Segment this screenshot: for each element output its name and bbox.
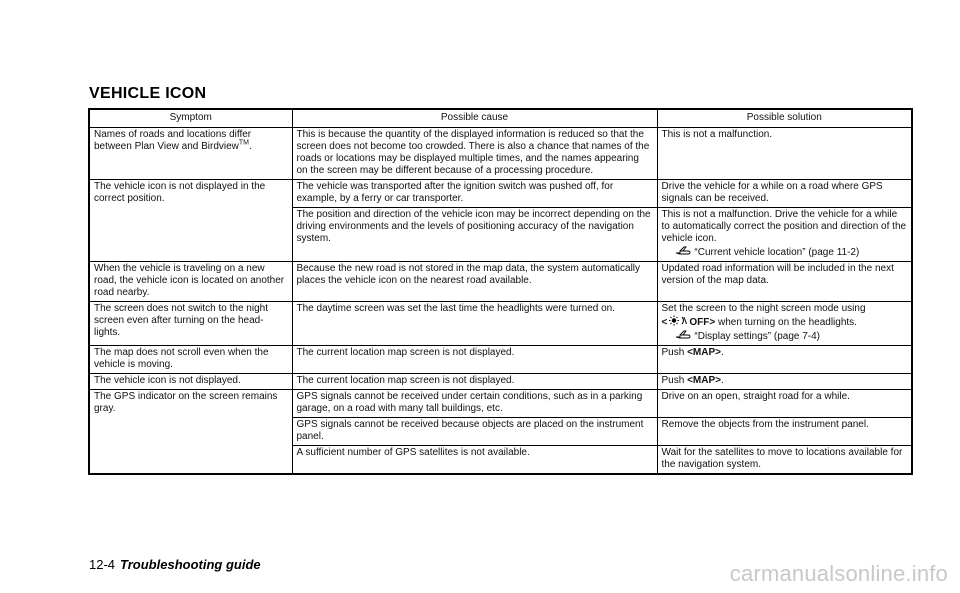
solution-text: Push	[661, 375, 685, 386]
solution-text: This is not a malfunction. Drive the vehicle for a while to automatically correct the position and direction of the vehicle icon.	[661, 209, 907, 244]
table-row	[89, 346, 912, 374]
troubleshooting-table	[88, 108, 913, 475]
page-footer	[89, 557, 261, 572]
table-row	[89, 262, 912, 302]
headlight-key-label: OFF>	[689, 317, 716, 328]
solution-end: .	[720, 375, 724, 386]
symptom-cell: When the vehicle is traveling on a new road, the vehicle icon is located on another road nearby.	[89, 262, 292, 302]
cause-cell: This is because the quantity of the displayed information is reduced so that the screen does not become too crowded. There is also a chance that names of the roads or locations may be displayed multiple times, and the names appearing on the screen may be different because of a processing procedure.	[292, 128, 657, 180]
cause-cell: GPS signals cannot be received because objects are placed on the instrument panel.	[292, 418, 657, 446]
header-possible-solution: Possible solution	[657, 109, 912, 128]
solution-cell: Drive on an open, straight road for a while.	[657, 390, 912, 418]
solution-cell	[657, 374, 912, 390]
table-row	[89, 374, 912, 390]
symptom-end: .	[249, 141, 252, 152]
solution-cell: Remove the objects from the instrument panel.	[657, 418, 912, 446]
solution-text: when turning on the headlights.	[717, 317, 857, 328]
solution-cell	[657, 346, 912, 374]
table-row	[89, 390, 912, 418]
symptom-text: Names of roads and locations differ between Plan View and Birdview	[94, 129, 252, 152]
table-row	[89, 180, 912, 208]
table-header-row	[89, 109, 912, 128]
header-possible-cause: Possible cause	[292, 109, 657, 128]
symptom-cell: The vehicle icon is not displayed.	[89, 374, 292, 390]
map-key: <MAP>	[687, 347, 721, 358]
cause-cell: GPS signals cannot be received under certain conditions, such as in a parking garage, on a road with many tall buildings, etc.	[292, 390, 657, 418]
cause-cell: A sufficient number of GPS satellites is not available.	[292, 446, 657, 475]
cause-cell: The current location map screen is not displayed.	[292, 346, 657, 374]
section-title: VEHICLE ICON	[89, 85, 207, 102]
table-row	[89, 302, 912, 346]
cause-cell: The daytime screen was set the last time the headlights were turned on.	[292, 302, 657, 346]
table-row	[89, 128, 912, 180]
solution-text: Set the screen to the night screen mode using	[661, 303, 866, 314]
symptom-cell: The GPS indicator on the screen remains gray.	[89, 390, 292, 475]
reference-text: “Current vehicle location” (page 11-2)	[694, 247, 860, 258]
symptom-cell: The map does not scroll even when the vehicle is moving.	[89, 346, 292, 374]
cause-cell: The vehicle was transported after the ignition switch was pushed off, for example, by a ferry or car transporter.	[292, 180, 657, 208]
cause-cell: The current location map screen is not displayed.	[292, 374, 657, 390]
symptom-cell: The screen does not switch to the night screen even after turning on the head-lights.	[89, 302, 292, 346]
headlight-key-open: <	[661, 317, 668, 328]
page-number: 12-4	[89, 557, 116, 572]
trademark-mark: TM	[238, 139, 250, 147]
solution-text: Push	[661, 347, 685, 358]
symptom-cell	[89, 128, 292, 180]
reference-pointer-icon	[675, 245, 691, 256]
watermark: carmanualsonline.info	[729, 561, 948, 586]
solution-end: .	[720, 347, 724, 358]
solution-cell: Drive the vehicle for a while on a road where GPS signals can be received.	[657, 180, 912, 208]
solution-cell: Wait for the satellites to move to locations available for the navigation system.	[657, 446, 912, 475]
solution-cell	[657, 302, 912, 346]
symptom-cell: The vehicle icon is not displayed in the correct position.	[89, 180, 292, 262]
solution-cell	[657, 208, 912, 262]
reference-pointer-icon	[675, 329, 691, 340]
solution-cell: Updated road information will be included in the next version of the map data.	[657, 262, 912, 302]
solution-cell: This is not a malfunction.	[657, 128, 912, 180]
reference-text: “Display settings” (page 7-4)	[694, 331, 821, 342]
cross-reference	[662, 245, 908, 259]
map-key: <MAP>	[687, 375, 721, 386]
header-symptom: Symptom	[89, 109, 292, 128]
cause-cell: Because the new road is not stored in the map data, the system automatically places the vehicle icon on the nearest road available.	[292, 262, 657, 302]
cross-reference	[662, 329, 908, 343]
headlight-icon	[667, 315, 689, 326]
cause-cell: The position and direction of the vehicle icon may be incorrect depending on the driving environments and the levels of positioning accuracy of the navigation system.	[292, 208, 657, 262]
footer-section-title: Troubleshooting guide	[120, 557, 261, 572]
